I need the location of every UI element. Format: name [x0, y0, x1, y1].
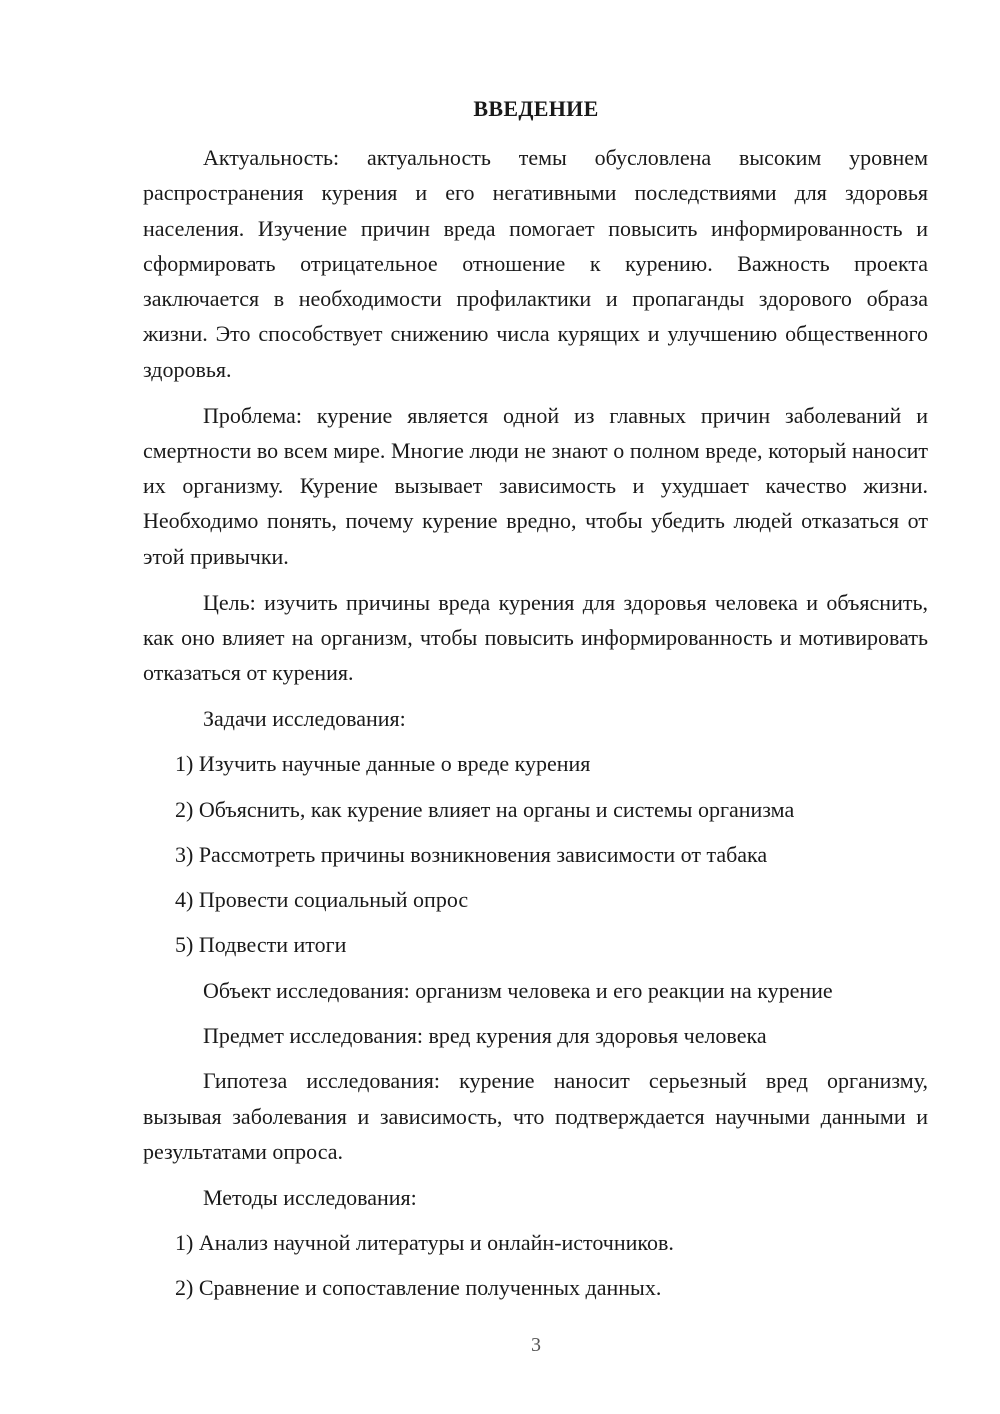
- research-subject: Предмет исследования: вред курения для здоровья человека: [203, 1023, 767, 1049]
- task-item: 5) Подвести итоги: [175, 932, 347, 958]
- task-item: 3) Рассмотреть причины возникновения зависимости от табака: [175, 841, 768, 867]
- task-item: 2) Объяснить, как курение влияет на органы и системы организма: [175, 796, 795, 822]
- page-number: 3: [531, 1334, 541, 1356]
- methods-heading: Методы исследования:: [203, 1184, 417, 1210]
- section-title: ВВЕДЕНИЕ: [473, 96, 599, 121]
- method-item: 1) Анализ научной литературы и онлайн-источников.: [175, 1230, 674, 1256]
- task-item: 1) Изучить научные данные о вреде курения: [175, 751, 591, 777]
- hypothesis-paragraph: Гипотеза исследования: курение наносит серьезный вред организму, вызывая заболевания и зависимость, что подтверждается научными данными и результатами опроса.: [143, 1068, 928, 1164]
- research-object: Объект исследования: организм человека и его реакции на курение: [203, 977, 833, 1003]
- document-body: [143, 140, 928, 1316]
- method-item: 2) Сравнение и сопоставление полученных данных.: [175, 1275, 662, 1301]
- goal-paragraph: Цель: изучить причины вреда курения для здоровья человека и объяснить, как оно влияет на организм, чтобы повысить информированность и мотивировать отказаться от курения.: [143, 589, 928, 686]
- tasks-heading: Задачи исследования:: [203, 705, 406, 731]
- problem-paragraph: Проблема: курение является одной из главных причин заболеваний и смертности во всем мире. Многие люди не знают о полном вреде, который наносит их организму. Курение вызывает зависимость и ухудшает качество жизни. Необходимо понять, почему курение вредно, чтобы убедить людей отказаться от этой привычки.: [143, 402, 928, 569]
- relevance-paragraph: Актуальность: актуальность темы обусловлена высоким уровнем распространения курения и его негативными последствиями для здоровья населения. Изучение причин вреда помогает повысить информированность и сформировать отрицательное отношение к курению. Важность проекта заключается в необходимости профилактики и пропаганды здорового образа жизни. Это способствует снижению числа курящих и улучшению общественного здоровья.: [143, 145, 928, 382]
- task-item: 4) Провести социальный опрос: [175, 887, 469, 913]
